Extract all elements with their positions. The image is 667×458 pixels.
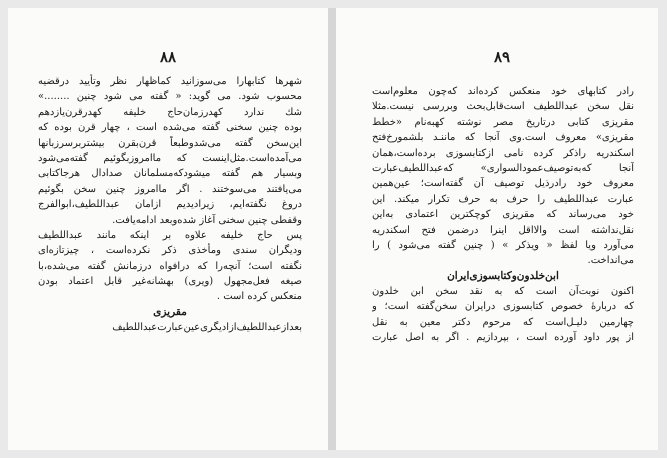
text-line: منعکس کرده است . xyxy=(216,291,302,303)
text-line: وبسیار هم گفته میشودکه‌مسلمانان صدادال هرجاکتابی xyxy=(38,168,302,180)
text-line: صیغه فعل‌مجهول (ویری) بهشانه‌غیر قابل اعتماد بودن xyxy=(38,276,302,288)
section-heading: مقریزی xyxy=(153,305,187,318)
right-page-text xyxy=(372,84,634,346)
text-line: معروف خود رادرذیل توصیف آن گفته‌است؛ عین‌همین xyxy=(372,178,634,190)
text-line: ودیگران سندی ومأخذی ذکر نکرده‌است ، چیزتازه‌ای xyxy=(38,245,302,257)
text-line: نقل‌نداشته است والا‌اقل اینرا درضمن فتح اسکندریه xyxy=(372,224,634,236)
text-line: خود می‌رساند که مقریزی کوچکترین اعتمادی به‌این xyxy=(372,209,634,221)
text-line: مقریزی» معروف است.وی آنجا که ماننـد بلشمورخ‌فتح xyxy=(372,132,634,144)
text-line: شهرها کتابهارا می‌سوزانید کماظهار نظر وتأیید درقضیه xyxy=(38,76,302,87)
book-gutter xyxy=(328,8,336,450)
text-line: می‌انداخت. xyxy=(587,255,634,267)
text-line: نقل سخن عبداللطیف است‌قابل‌بحث وبررسی نیست.مثلا xyxy=(372,101,634,113)
left-page-text xyxy=(38,74,302,336)
right-page xyxy=(336,8,658,450)
text-line: می‌آمده‌است.مثل‌اینست که ماامروز‌بگوئیم گفته‌می‌شود xyxy=(38,152,302,164)
text-line: شك ندارد كهدرزمان‌حاج خلیفه کهدرقرن‌یازدهم xyxy=(38,106,302,118)
text-line: وقفطی چنین سخنی آغاز شده‌وبعد ادامه‌یافت. xyxy=(112,214,302,226)
text-line: اکنون نوبت‌آن است که به نقد سخن ابن خلدون xyxy=(372,286,634,298)
text-line: می‌یافتند می‌سوختند . اگر ماامروز چنین سخن بگوئیم xyxy=(38,183,302,195)
text-line: دروغ نگفته‌ایم، زیرادیدیم ازامان عبداللطیف،ابوالفرج xyxy=(38,199,302,211)
text-line: محسوب شود. می گوید: « گفته می شود چنین ........» xyxy=(38,91,302,103)
text-line: بعدازعبداللطیف‌ازادیگری‌عین‌عبارت‌عبداللطیف xyxy=(112,322,302,334)
text-line: که دربارهٔ خصوص کتابسوزی درایران سخن‌گفته است؛ و xyxy=(372,301,634,313)
text-line: آنجا که‌به‌توصیف‌عمودالسواری» که‌عبداللطیف‌عبارت xyxy=(372,162,634,174)
text-line: رادر کتابهای خود منعکس کرده‌اند که‌چون معلوم‌است xyxy=(372,86,634,97)
text-line: پس حاج خلیفه علاوه بر اینکه مانند عبداللطیف xyxy=(38,229,302,241)
page-number-left: ۸۸ xyxy=(160,48,177,66)
left-page xyxy=(8,8,328,450)
section-heading: ابن‌خلدون‌وکتابسوزی‌ایران xyxy=(447,269,559,282)
text-line: این‌سخن گفته می‌شدوطبعاً قرن‌بقرن بیشتربرسرزبانها xyxy=(38,137,302,149)
text-line: نگفته است؛ آنچه‌را که درافواه درزمانش گفته می‌شده،با xyxy=(38,260,302,272)
text-line: عبارت عبداللطیف را حرف به حرف تکرار میکند. این xyxy=(372,193,634,205)
page-number-right: ۸۹ xyxy=(494,48,511,66)
text-line: اسکندریه راذکر کرده نامی ازکتابسوزی برده‌است،همان xyxy=(372,147,634,159)
text-line: مقریزی کتابی درتاریخ مصر نوشته کهبه‌نام «خطط xyxy=(372,116,634,128)
text-line: می‌آورد ویا لفظ « ویذکر » ( چنین گفته می‌شود ) را xyxy=(372,239,634,251)
text-line: چهارمین دلیـل‌است که مرحوم دکتر معین به نقل xyxy=(372,316,634,328)
text-line: از پور داود آورده است ، بپردازیم . اگر به اصل عبارت xyxy=(372,332,634,344)
text-line: بوده چنین سخنی گفته می‌شده است ، چهار قرن بوده که xyxy=(38,122,302,134)
